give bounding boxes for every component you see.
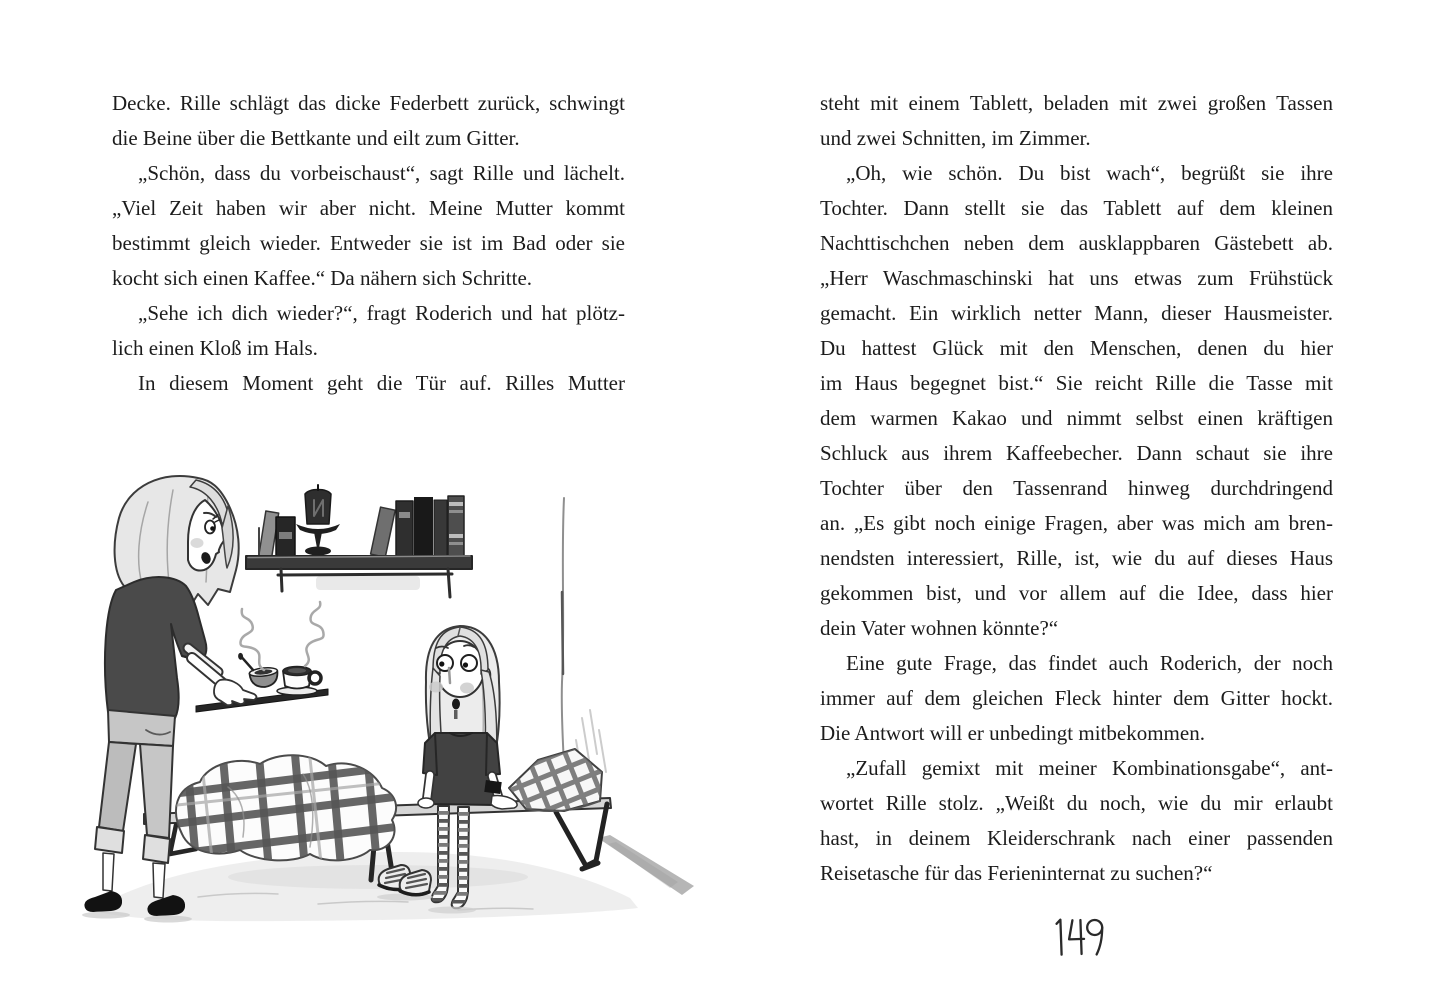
text-line: Du hattest Glück mit den Menschen, denen du hier — [820, 336, 1333, 360]
text-line: „Schön, dass du vorbeischaust“, sagt Rille und lächelt. — [138, 161, 625, 185]
text-line: lich einen Kloß im Hals. — [112, 336, 318, 360]
text-line: Tochter. Dann stellt sie das Tablett auf dem kleinen — [820, 196, 1333, 220]
text-line: Tochter über den Tassenrand hinweg durchdringend — [820, 476, 1333, 500]
text-line: bestimmt gleich wieder. Entweder sie ist im Bad oder sie — [112, 231, 625, 255]
girl-eye-right — [461, 655, 477, 671]
text-line: Reisetasche für das Ferieninternat zu suchen?“ — [820, 861, 1213, 885]
text-line: die Beine über die Bettkante und eilt zum Gitter. — [112, 126, 520, 150]
text-line: gemacht. Ein wirklich netter Mann, dieser Hausmeister. — [820, 301, 1333, 325]
girl-hand-left — [418, 798, 434, 808]
text-line: Decke. Rille schlägt das dicke Federbett zurück, schwingt — [112, 91, 625, 115]
girl-blush — [460, 683, 474, 694]
text-line: gekommen bist, und vor allem auf die Idee, dass hier — [820, 581, 1333, 605]
text-line: Eine gute Frage, das findet auch Roderich, der noch — [846, 651, 1333, 675]
page-number-graphic — [1049, 914, 1111, 960]
text-line: „Viel Zeit haben wir aber nicht. Meine Mutter kommt — [112, 196, 625, 220]
text-line: „Herr Waschmaschinski hat uns etwas zum Frühstück — [820, 266, 1333, 290]
text-line: Die Antwort will er unbedingt mitbekommen. — [820, 721, 1205, 745]
girl-wristband — [484, 780, 502, 794]
page-number — [1040, 914, 1120, 968]
plaid-pillow — [480, 710, 638, 851]
girl-blush — [429, 682, 443, 693]
text-line: wortet Rille stolz. „Weißt du noch, wie du mir erlaubt — [820, 791, 1333, 815]
text-line: dem warmen Kakao und nimmt selbst einen kräftigen — [820, 406, 1333, 430]
cup-right — [277, 667, 321, 696]
text-line: und zwei Schnitten, im Zimmer. — [820, 126, 1091, 150]
left-page-text — [112, 86, 625, 401]
dark-book-left — [276, 517, 295, 558]
wall-corner — [562, 498, 606, 776]
text-line: „Zufall gemixt mit meiner Kombinationsgabe“, ant- — [846, 756, 1333, 780]
spoon — [242, 656, 253, 671]
text-line: dein Vater wohnen könnte?“ — [820, 616, 1059, 640]
text-line: steht mit einem Tablett, beladen mit zwei großen Tassen — [820, 91, 1333, 115]
page-number-text — [1080, 960, 1081, 961]
text-line: im Haus begegnet bist.“ Sie reicht Rille die Tasse mit — [820, 371, 1333, 395]
right-books — [371, 496, 464, 557]
text-line: immer auf dem gleichen Fleck hinter dem Gitter hockt. — [820, 686, 1333, 710]
text-line: „Oh, wie schön. Du bist wach“, begrüßt sie ihre — [846, 161, 1333, 185]
story-illustration — [78, 442, 710, 962]
candle — [296, 485, 340, 556]
mother-jeans — [95, 710, 175, 863]
text-line: an. „Es gibt noch einige Fragen, aber was mich am bren- — [820, 511, 1333, 535]
right-page-text — [820, 86, 1333, 891]
steam — [240, 602, 323, 670]
girl-shirt — [429, 733, 495, 805]
text-line: kocht sich einen Kaffee.“ Da nähern sich Schritte. — [112, 266, 533, 290]
text-line: nendsten interessiert, Rille, ist, wie du auf dieses Haus — [820, 546, 1333, 570]
girl-hand-right — [491, 795, 517, 809]
girl-mouth — [452, 699, 460, 710]
text-line: Schluck aus ihrem Kaffeebecher. Dann schaut sie ihre — [820, 441, 1333, 465]
text-line: In diesem Moment geht die Tür auf. Rilles Mutter — [138, 371, 625, 395]
mother-blush — [191, 538, 204, 548]
text-line: Nachttischchen neben dem ausklappbaren Gästebett ab. — [820, 231, 1333, 255]
text-line: hast, in deinem Kleiderschrank nach einer passenden — [820, 826, 1333, 850]
wall-shelf — [246, 485, 472, 597]
slippers — [377, 865, 433, 901]
text-line: „Sehe ich dich wieder?“, fragt Roderich und hat plötz- — [138, 301, 625, 325]
